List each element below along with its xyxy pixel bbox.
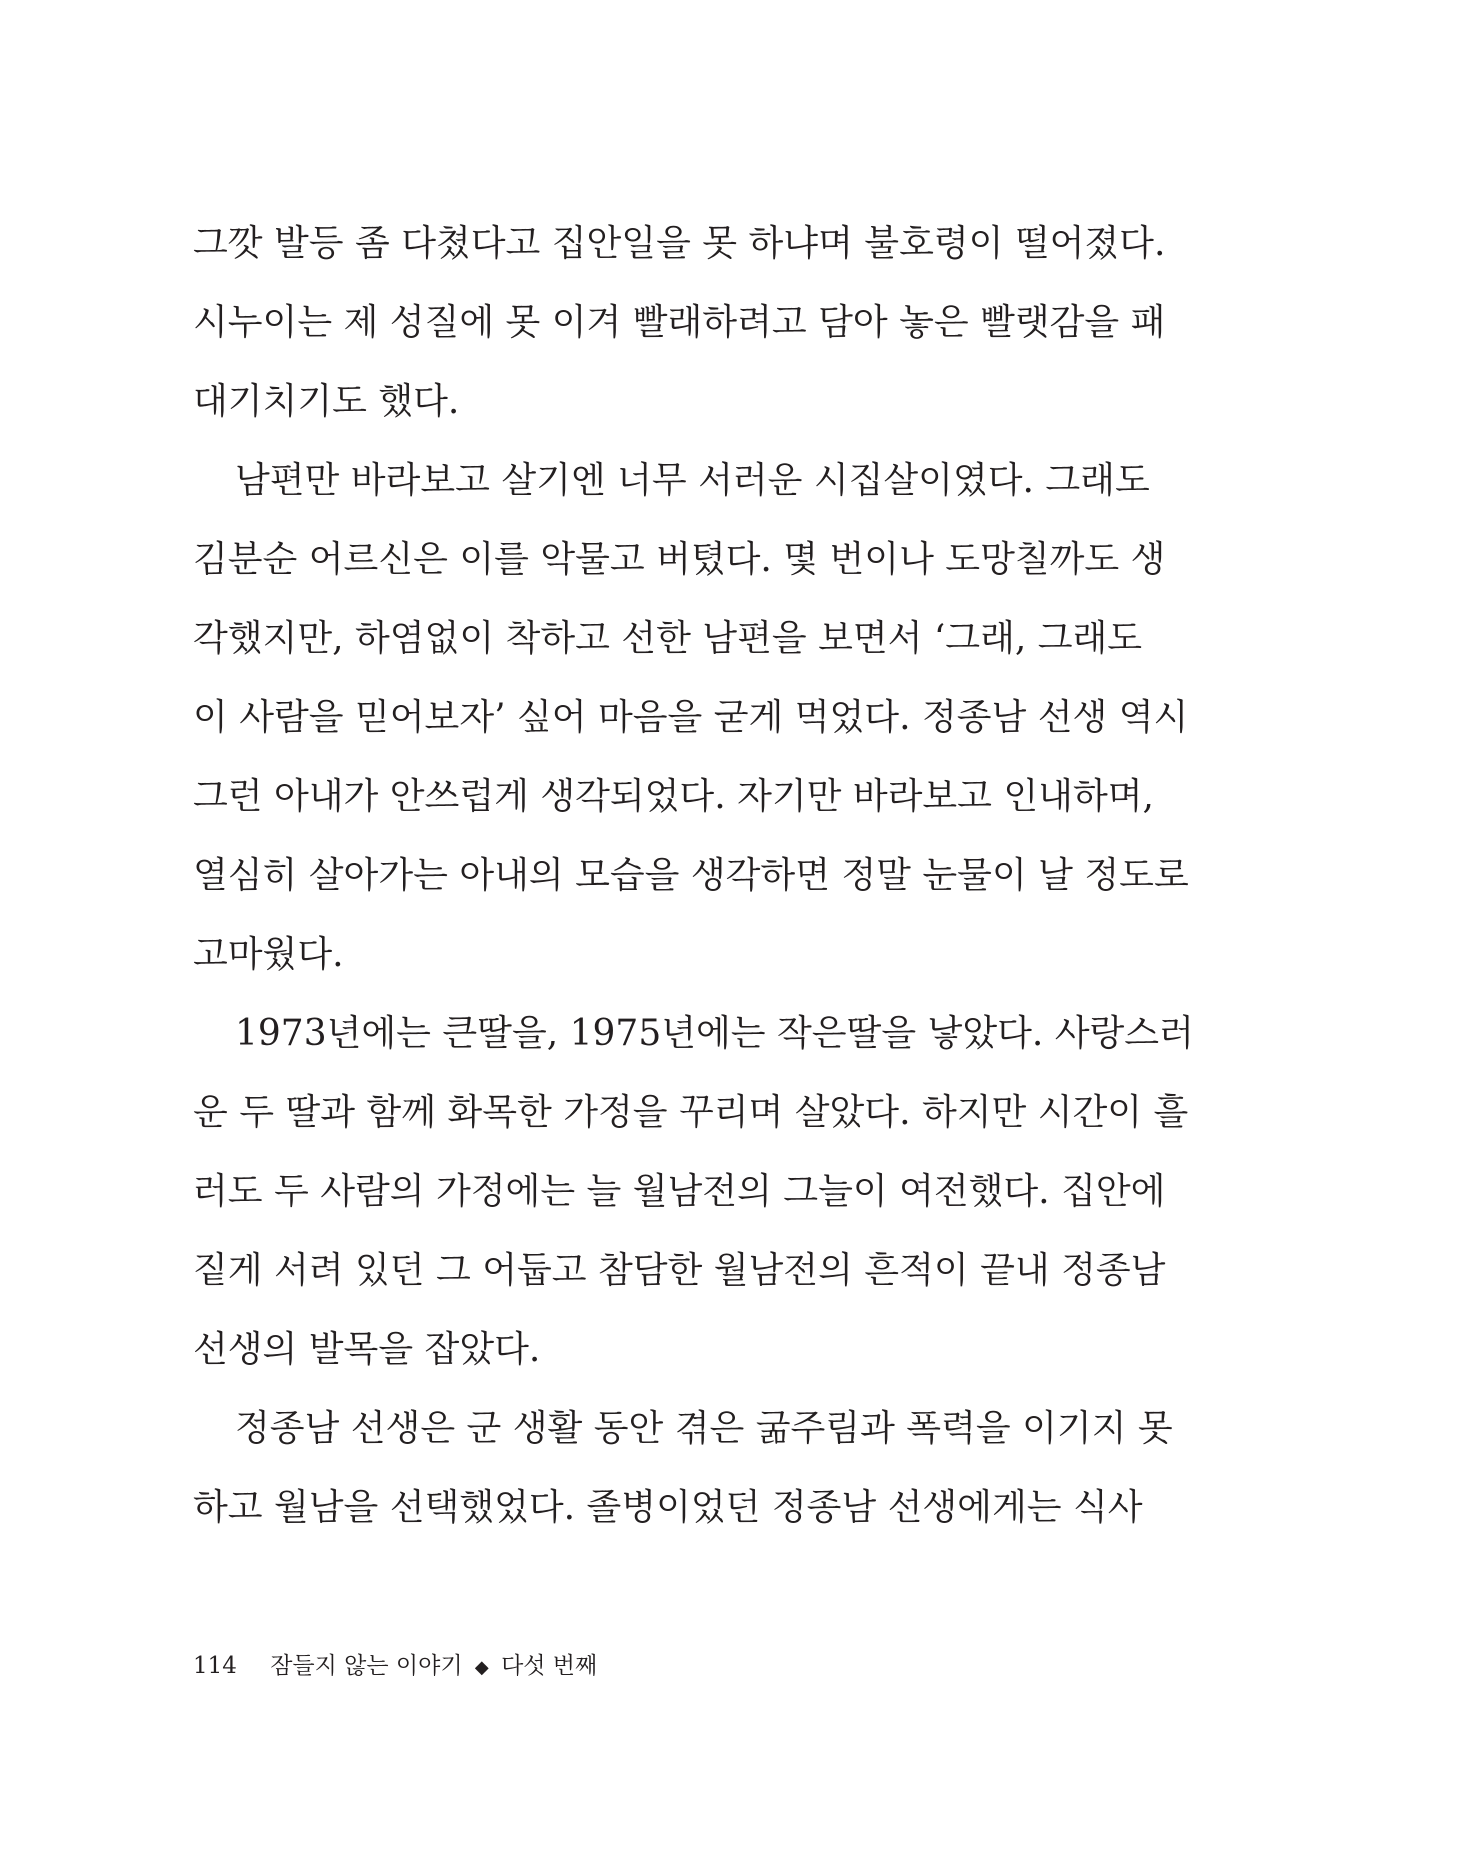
page-footer (193, 1652, 597, 1682)
text-line: 대기치기도 했다. (193, 381, 460, 422)
text-line: 선생의 발목을 잡았다. (193, 1329, 541, 1370)
text-line: 시누이는 제 성질에 못 이겨 빨래하려고 담아 놓은 빨랫감을 패 (193, 302, 1166, 343)
text-line: 1973년에는 큰딸을, 1975년에는 작은딸을 낳았다. 사랑스러 (235, 1013, 1194, 1054)
volume-label: 다섯 번째 (501, 1653, 598, 1679)
text-line: 열심히 살아가는 아내의 모습을 생각하면 정말 눈물이 날 정도로 (193, 855, 1189, 896)
text-line: 운 두 딸과 함께 화목한 가정을 꾸리며 살았다. 하지만 시간이 흘 (193, 1092, 1189, 1133)
text-line: 남편만 바라보고 살기엔 너무 서러운 시집살이였다. 그래도 (235, 460, 1150, 501)
text-line: 그깟 발등 좀 다쳤다고 집안일을 못 하냐며 불호령이 떨어졌다. (193, 223, 1166, 264)
text-line: 그런 아내가 안쓰럽게 생각되었다. 자기만 바라보고 인내하며, (193, 776, 1154, 817)
book-title: 잠들지 않는 이야기 (270, 1653, 463, 1679)
text-line: 짙게 서려 있던 그 어둡고 참담한 월남전의 흔적이 끝내 정종남 (193, 1250, 1166, 1291)
text-line: 하고 월남을 선택했었다. 졸병이었던 정종남 선생에게는 식사 (193, 1487, 1143, 1528)
text-line: 이 사람을 믿어보자’ 싶어 마음을 굳게 먹었다. 정종남 선생 역시 (193, 697, 1189, 738)
body-text (193, 222, 1194, 1565)
text-line: 정종남 선생은 군 생활 동안 겪은 굶주림과 폭력을 이기지 못 (235, 1408, 1173, 1449)
text-line: 러도 두 사람의 가정에는 늘 월남전의 그늘이 여전했다. 집안에 (193, 1171, 1166, 1212)
text-line: 각했지만, 하염없이 착하고 선한 남편을 보면서 ‘그래, 그래도 (193, 618, 1143, 659)
text-line: 고마웠다. (193, 934, 344, 975)
page-number: 114 (193, 1653, 237, 1679)
diamond-separator-icon: ◆ (474, 1657, 489, 1678)
text-line: 김분순 어르신은 이를 악물고 버텼다. 몇 번이나 도망칠까도 생 (193, 539, 1166, 580)
